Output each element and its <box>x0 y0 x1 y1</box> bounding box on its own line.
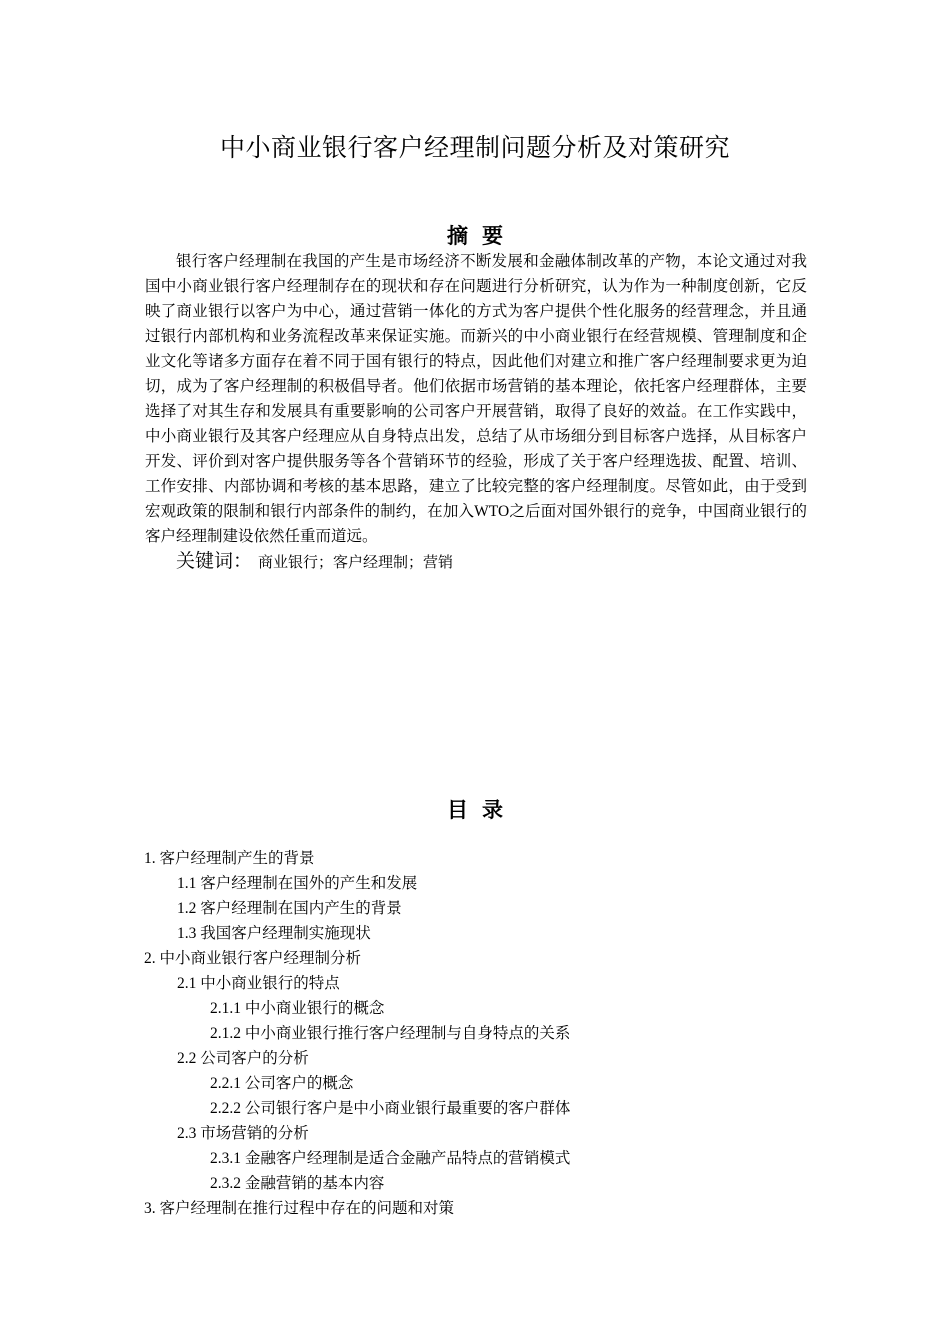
toc-entry-level-3[interactable]: 2.1.1 中小商业银行的概念 <box>210 1000 385 1017</box>
abstract-body: 银行客户经理制在我国的产生是市场经济不断发展和金融体制改革的产物，本论文通过对我国中小商业银行客户经理制存在的现状和存在问题进行分析研究，认为作为一种制度创新，它反映了商业银行以客户为中心，通过营销一体化的方式为客户提供个性化服务的经营理念，并且通过银行内部机构和业务流程改革来保证实施。而新兴的中小商业银行在经营规模、管理制度和企业文化等诸多方面存在着不同于国有银行的特点，因此他们对建立和推广客户经理制要求更为迫切，成为了客户经理制的积极倡导者。他们依据市场营销的基本理论，依托客户经理群体，主要选择了对其生存和发展具有重要影响的公司客户开展营销，取得了良好的效益。在工作实践中，中小商业银行及其客户经理应从自身特点出发，总结了从市场细分到目标客户选择，从目标客户开发、评价到对客户提供服务等各个营销环节的经验，形成了关于客户经理选拔、配置、培训、工作安排、内部协调和考核的基本思路，建立了比较完整的客户经理制度。尽管如此，由于受到宏观政策的限制和银行内部条件的制约，在加入WTO之后面对国外银行的竞争，中国商业银行的客户经理制建设依然任重而道远。 <box>145 253 807 545</box>
toc-entry-level-1[interactable]: 3. 客户经理制在推行过程中存在的问题和对策 <box>144 1200 455 1217</box>
keywords-line <box>176 548 796 577</box>
toc-entry-level-3[interactable]: 2.2.1 公司客户的概念 <box>210 1075 354 1092</box>
toc-entry-level-1[interactable]: 2. 中小商业银行客户经理制分析 <box>144 950 362 967</box>
toc-entry-level-3[interactable]: 2.3.1 金融客户经理制是适合金融产品特点的营销模式 <box>210 1150 571 1167</box>
toc-entry-level-3[interactable]: 2.1.2 中小商业银行推行客户经理制与自身特点的关系 <box>210 1025 571 1042</box>
toc-entry-level-2[interactable]: 2.1 中小商业银行的特点 <box>177 975 340 992</box>
keywords-value: 商业银行；客户经理制；营销 <box>258 555 454 571</box>
document-title: 中小商业银行客户经理制问题分析及对策研究 <box>219 135 730 162</box>
toc-entry-level-2[interactable]: 1.3 我国客户经理制实施现状 <box>177 925 371 942</box>
toc-entry-level-3[interactable]: 2.2.2 公司银行客户是中小商业银行最重要的客户群体 <box>210 1100 571 1117</box>
toc-entry-level-2[interactable]: 2.3 市场营销的分析 <box>177 1125 309 1142</box>
toc-entry-level-1[interactable]: 1. 客户经理制产生的背景 <box>144 850 315 867</box>
toc-entry-level-3[interactable]: 2.3.2 金融营销的基本内容 <box>210 1175 385 1192</box>
toc-entry-level-2[interactable]: 2.2 公司客户的分析 <box>177 1050 309 1067</box>
table-of-contents <box>144 846 824 1221</box>
toc-entry-level-2[interactable]: 1.2 客户经理制在国内产生的背景 <box>177 900 402 917</box>
toc-entry-level-2[interactable]: 1.1 客户经理制在国外的产生和发展 <box>177 875 418 892</box>
toc-heading: 目录 <box>447 798 517 822</box>
abstract-heading: 摘要 <box>447 224 517 248</box>
keywords-label: 关键词： <box>176 551 253 572</box>
